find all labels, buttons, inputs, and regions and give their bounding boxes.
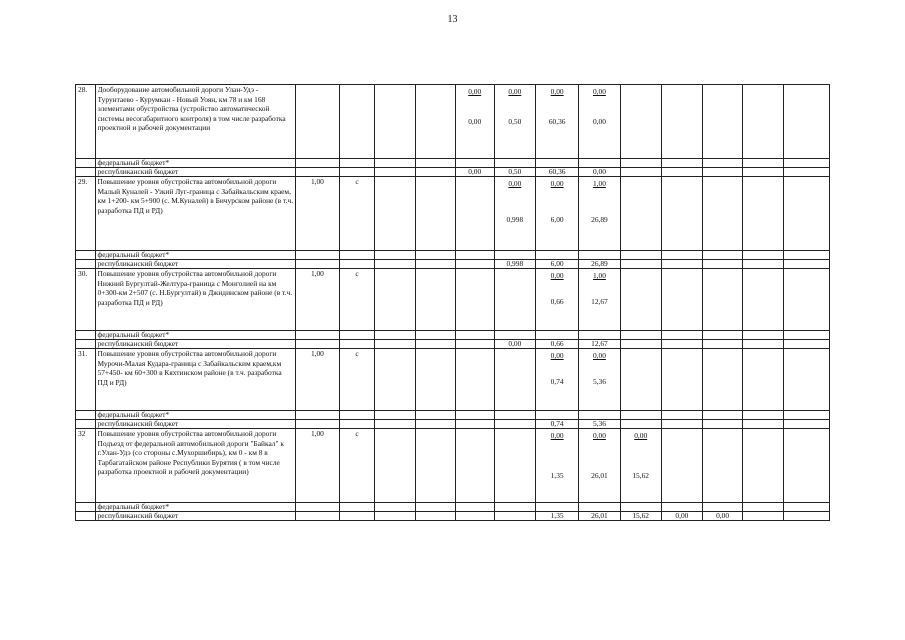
empty-cell — [339, 340, 375, 349]
empty-cell — [579, 411, 620, 420]
empty-cell — [375, 260, 415, 269]
value-cell-c11 — [620, 429, 661, 503]
republican-value-c11 — [620, 340, 661, 349]
empty-cell — [339, 260, 375, 269]
federal-budget-row — [76, 159, 830, 168]
row-number: 28. — [76, 85, 96, 159]
republican-budget-row — [76, 340, 830, 349]
republican-value-c10: 26,01 — [579, 512, 620, 521]
empty-cell — [743, 340, 784, 349]
republican-value-c10: 5,36 — [579, 420, 620, 429]
empty-cell — [703, 159, 743, 168]
empty-cell — [784, 260, 830, 269]
empty-cell — [415, 503, 455, 512]
quantity-cell: 1,00 — [296, 429, 339, 503]
empty-cell — [76, 340, 96, 349]
empty-cell — [743, 85, 784, 159]
value-bottom: 5,36 — [592, 376, 606, 386]
project-name-cell — [95, 177, 296, 251]
empty-cell — [375, 420, 415, 429]
republican-budget-row — [76, 260, 830, 269]
empty-cell — [743, 349, 784, 411]
empty-cell — [296, 251, 339, 260]
value-top: 0,00 — [592, 87, 606, 96]
federal-budget-row — [76, 503, 830, 512]
budget-table — [75, 84, 830, 521]
empty-cell — [339, 512, 375, 521]
project-name-cell — [95, 429, 296, 503]
value-cell-c8 — [494, 269, 535, 331]
republican-value-c8: 0,00 — [494, 340, 535, 349]
empty-cell — [455, 503, 494, 512]
republican-value-c13 — [703, 340, 743, 349]
republican-value-c11 — [620, 420, 661, 429]
value-top: 0,00 — [550, 351, 564, 360]
empty-cell — [76, 420, 96, 429]
value-cell-c7 — [455, 85, 494, 159]
project-name: Повышение уровня обустройства автомобильной дороги Нижний Бургултай-Желтура-граница с Монголией на км 0+300-км 2+507 (с. Н.Бургултай) в Джидинском районе (в т.ч. разработка ПД и РД) — [97, 269, 293, 307]
empty-cell — [661, 411, 702, 420]
empty-cell — [784, 349, 830, 411]
empty-cell — [339, 159, 375, 168]
republican-value-c7 — [455, 340, 494, 349]
value-bottom: 1,35 — [550, 470, 564, 480]
empty-cell — [375, 159, 415, 168]
republican-value-c10: 0,00 — [579, 168, 620, 177]
value-bottom: 0,74 — [550, 376, 564, 386]
federal-budget-row — [76, 411, 830, 420]
empty-cell — [743, 251, 784, 260]
row-number: 31. — [76, 349, 96, 411]
project-name-cell — [95, 349, 296, 411]
empty-cell — [415, 177, 455, 251]
empty-cell — [415, 168, 455, 177]
empty-cell — [415, 429, 455, 503]
empty-cell — [375, 349, 415, 411]
republican-value-c11 — [620, 168, 661, 177]
republican-budget-label: республиканский бюджет — [95, 168, 296, 177]
project-row — [76, 177, 830, 251]
empty-cell — [743, 177, 784, 251]
empty-cell — [296, 503, 339, 512]
value-bottom: 0,00 — [592, 116, 606, 126]
unit-cell — [339, 85, 375, 159]
empty-cell — [535, 251, 578, 260]
value-cell-c10 — [579, 349, 620, 411]
value-bottom: 26,01 — [591, 470, 608, 480]
empty-cell — [76, 411, 96, 420]
value-cell-c8 — [494, 85, 535, 159]
value-cell-c7 — [455, 429, 494, 503]
empty-cell — [784, 411, 830, 420]
value-top: 1,00 — [592, 271, 606, 280]
project-name-cell — [95, 85, 296, 159]
project-name-cell — [95, 269, 296, 331]
value-cell-c7 — [455, 349, 494, 411]
value-top: 0,00 — [634, 431, 648, 440]
empty-cell — [415, 331, 455, 340]
empty-cell — [415, 512, 455, 521]
empty-cell — [296, 420, 339, 429]
empty-cell — [743, 260, 784, 269]
empty-cell — [375, 269, 415, 331]
empty-cell — [784, 85, 830, 159]
empty-cell — [339, 168, 375, 177]
empty-cell — [296, 512, 339, 521]
value-cell-c10 — [579, 177, 620, 251]
empty-cell — [535, 503, 578, 512]
federal-budget-label: федеральный бюджет* — [95, 331, 296, 340]
empty-cell — [579, 331, 620, 340]
value-bottom: 0,998 — [506, 214, 524, 224]
empty-cell — [455, 331, 494, 340]
empty-cell — [76, 503, 96, 512]
value-cell-c7 — [455, 269, 494, 331]
empty-cell — [743, 269, 784, 331]
project-name: Повышение уровня обустройства автомобильной дороги Мурочи-Малая Кудара-граница с Забайкальским краем,км 57+450- км 60+300 в Кяхтинском районе (в т.ч. разработка ПД и РД) — [97, 349, 282, 387]
empty-cell — [375, 503, 415, 512]
empty-cell — [296, 411, 339, 420]
empty-cell — [76, 168, 96, 177]
empty-cell — [296, 168, 339, 177]
empty-cell — [703, 251, 743, 260]
empty-cell — [339, 411, 375, 420]
row-number: 30. — [76, 269, 96, 331]
value-top: 0,00 — [508, 179, 522, 188]
empty-cell — [743, 411, 784, 420]
empty-cell — [661, 269, 702, 331]
value-cell-c8 — [494, 429, 535, 503]
empty-cell — [784, 340, 830, 349]
value-cell-c11 — [620, 269, 661, 331]
value-cell-c10 — [579, 429, 620, 503]
value-bottom: 0,66 — [550, 296, 564, 306]
empty-cell — [620, 331, 661, 340]
empty-cell — [494, 503, 535, 512]
federal-budget-label: федеральный бюджет* — [95, 503, 296, 512]
empty-cell — [784, 512, 830, 521]
row-number: 32 — [76, 429, 96, 503]
republican-value-c12 — [661, 168, 702, 177]
republican-value-c9: 0,66 — [535, 340, 578, 349]
empty-cell — [743, 503, 784, 512]
project-row — [76, 349, 830, 411]
empty-cell — [661, 331, 702, 340]
republican-budget-label: республиканский бюджет — [95, 260, 296, 269]
value-top: 0,00 — [468, 87, 482, 96]
empty-cell — [579, 159, 620, 168]
empty-cell — [76, 512, 96, 521]
empty-cell — [415, 411, 455, 420]
republican-value-c13 — [703, 168, 743, 177]
empty-cell — [743, 420, 784, 429]
value-cell-c11 — [620, 177, 661, 251]
value-cell-c10 — [579, 85, 620, 159]
empty-cell — [661, 177, 702, 251]
empty-cell — [703, 429, 743, 503]
project-row — [76, 269, 830, 331]
value-top: 0,00 — [550, 271, 564, 280]
federal-budget-row — [76, 251, 830, 260]
republican-value-c7: 0,00 — [455, 168, 494, 177]
value-cell-c9 — [535, 349, 578, 411]
unit-cell: с — [339, 177, 375, 251]
quantity-cell: 1,00 — [296, 269, 339, 331]
value-cell-c8 — [494, 349, 535, 411]
empty-cell — [375, 429, 415, 503]
empty-cell — [784, 269, 830, 331]
empty-cell — [661, 503, 702, 512]
value-cell-c7 — [455, 177, 494, 251]
empty-cell — [784, 503, 830, 512]
empty-cell — [76, 260, 96, 269]
empty-cell — [375, 251, 415, 260]
empty-cell — [76, 251, 96, 260]
republican-budget-label: республиканский бюджет — [95, 512, 296, 521]
project-row — [76, 85, 830, 159]
value-bottom: 60,36 — [548, 116, 566, 126]
republican-value-c10: 12,67 — [579, 340, 620, 349]
republican-value-c12: 0,00 — [661, 512, 702, 521]
empty-cell — [375, 512, 415, 521]
federal-budget-label: федеральный бюджет* — [95, 159, 296, 168]
quantity-cell: 1,00 — [296, 349, 339, 411]
unit-cell: с — [339, 349, 375, 411]
value-top: 0,00 — [592, 351, 606, 360]
republican-value-c10: 26,89 — [579, 260, 620, 269]
value-bottom: 26,89 — [591, 214, 608, 224]
republican-value-c11: 15,62 — [620, 512, 661, 521]
empty-cell — [415, 159, 455, 168]
empty-cell — [535, 159, 578, 168]
federal-budget-label: федеральный бюджет* — [95, 411, 296, 420]
republican-budget-row — [76, 512, 830, 521]
republican-value-c7 — [455, 420, 494, 429]
empty-cell — [703, 177, 743, 251]
empty-cell — [415, 251, 455, 260]
empty-cell — [743, 429, 784, 503]
empty-cell — [703, 269, 743, 331]
empty-cell — [620, 411, 661, 420]
empty-cell — [76, 159, 96, 168]
empty-cell — [375, 177, 415, 251]
project-name: Повышение уровня обустройства автомобильной дороги Малый Куналей - Узкий Луг-граница с Забайкальским краем, км 1+200- км 5+900 (с. М.Куналей) в Бичурском районе (в т.ч. разработка ПД и РД) — [97, 177, 294, 215]
empty-cell — [415, 260, 455, 269]
empty-cell — [296, 159, 339, 168]
empty-cell — [375, 411, 415, 420]
empty-cell — [455, 159, 494, 168]
republican-value-c8: 0,50 — [494, 168, 535, 177]
quantity-cell — [296, 85, 339, 159]
project-name: Повышение уровня обустройства автомобильной дороги Подъезд от федеральной автомобильной дороги "Байкал" к г.Улан-Удэ (со стороны с.Мухоршибирь), км 0 - км 8 в Тарбагатайском районе Республики Бурятия ( в том числе разработка проектной и рабочей документации) — [97, 429, 284, 477]
value-cell-c9 — [535, 269, 578, 331]
empty-cell — [455, 251, 494, 260]
republican-value-c8 — [494, 512, 535, 521]
empty-cell — [415, 85, 455, 159]
value-top: 0,00 — [550, 87, 564, 96]
empty-cell — [579, 503, 620, 512]
republican-value-c9: 0,74 — [535, 420, 578, 429]
value-cell-c10 — [579, 269, 620, 331]
empty-cell — [703, 349, 743, 411]
republican-value-c9: 6,00 — [535, 260, 578, 269]
republican-value-c13 — [703, 260, 743, 269]
republican-value-c11 — [620, 260, 661, 269]
empty-cell — [415, 269, 455, 331]
empty-cell — [375, 340, 415, 349]
value-cell-c9 — [535, 177, 578, 251]
empty-cell — [494, 159, 535, 168]
value-cell-c9 — [535, 429, 578, 503]
value-cell-c11 — [620, 349, 661, 411]
empty-cell — [579, 251, 620, 260]
republican-value-c13 — [703, 420, 743, 429]
value-top: 0,00 — [550, 179, 564, 188]
value-top: 0,00 — [508, 87, 522, 96]
value-top: 1,00 — [592, 179, 606, 188]
republican-value-c9: 1,35 — [535, 512, 578, 521]
value-bottom: 6,00 — [550, 214, 564, 224]
empty-cell — [661, 85, 702, 159]
republican-value-c8: 0,998 — [494, 260, 535, 269]
empty-cell — [784, 429, 830, 503]
federal-budget-label: федеральный бюджет* — [95, 251, 296, 260]
value-bottom: 15,62 — [632, 470, 649, 480]
empty-cell — [535, 411, 578, 420]
empty-cell — [494, 331, 535, 340]
empty-cell — [494, 411, 535, 420]
empty-cell — [415, 420, 455, 429]
empty-cell — [784, 168, 830, 177]
republican-value-c12 — [661, 340, 702, 349]
empty-cell — [703, 411, 743, 420]
republican-value-c13: 0,00 — [703, 512, 743, 521]
empty-cell — [661, 251, 702, 260]
empty-cell — [455, 411, 494, 420]
empty-cell — [661, 159, 702, 168]
value-bottom: 12,67 — [591, 296, 608, 306]
empty-cell — [784, 420, 830, 429]
empty-cell — [703, 85, 743, 159]
empty-cell — [339, 420, 375, 429]
empty-cell — [76, 331, 96, 340]
empty-cell — [620, 251, 661, 260]
republican-budget-label: республиканский бюджет — [95, 340, 296, 349]
empty-cell — [743, 159, 784, 168]
value-cell-c11 — [620, 85, 661, 159]
empty-cell — [296, 331, 339, 340]
project-row — [76, 429, 830, 503]
republican-budget-row — [76, 420, 830, 429]
empty-cell — [703, 331, 743, 340]
empty-cell — [375, 168, 415, 177]
project-name: Дооборудование автомобильной дороги Улан-Удэ - Турунтаево - Курумкан - Новый Уоян, км 78 и км 168 элементами обустройства (устройство автоматической системы весогабаритного контроля) в том числе разработка проектной и рабочей документации — [97, 85, 286, 133]
value-cell-c8 — [494, 177, 535, 251]
empty-cell — [620, 503, 661, 512]
empty-cell — [535, 331, 578, 340]
empty-cell — [296, 340, 339, 349]
empty-cell — [296, 260, 339, 269]
empty-cell — [784, 251, 830, 260]
republican-value-c7 — [455, 512, 494, 521]
empty-cell — [415, 349, 455, 411]
unit-cell: с — [339, 269, 375, 331]
republican-value-c12 — [661, 260, 702, 269]
empty-cell — [703, 503, 743, 512]
empty-cell — [661, 349, 702, 411]
empty-cell — [784, 177, 830, 251]
empty-cell — [784, 331, 830, 340]
value-bottom: 0,50 — [508, 116, 522, 126]
republican-value-c7 — [455, 260, 494, 269]
empty-cell — [784, 159, 830, 168]
unit-cell: с — [339, 429, 375, 503]
row-number: 29. — [76, 177, 96, 251]
empty-cell — [339, 503, 375, 512]
value-top: 0,00 — [550, 431, 564, 440]
republican-value-c12 — [661, 420, 702, 429]
republican-value-c8 — [494, 420, 535, 429]
empty-cell — [339, 251, 375, 260]
empty-cell — [494, 251, 535, 260]
empty-cell — [661, 429, 702, 503]
value-top: 0,00 — [592, 431, 606, 440]
republican-budget-label: республиканский бюджет — [95, 420, 296, 429]
empty-cell — [415, 340, 455, 349]
federal-budget-row — [76, 331, 830, 340]
quantity-cell: 1,00 — [296, 177, 339, 251]
empty-cell — [743, 331, 784, 340]
republican-value-c9: 60,36 — [535, 168, 578, 177]
page-number: 13 — [447, 14, 458, 25]
republican-budget-row — [76, 168, 830, 177]
value-cell-c9 — [535, 85, 578, 159]
empty-cell — [743, 512, 784, 521]
empty-cell — [620, 159, 661, 168]
empty-cell — [375, 331, 415, 340]
empty-cell — [339, 331, 375, 340]
empty-cell — [375, 85, 415, 159]
value-bottom: 0,00 — [468, 116, 482, 126]
empty-cell — [743, 168, 784, 177]
